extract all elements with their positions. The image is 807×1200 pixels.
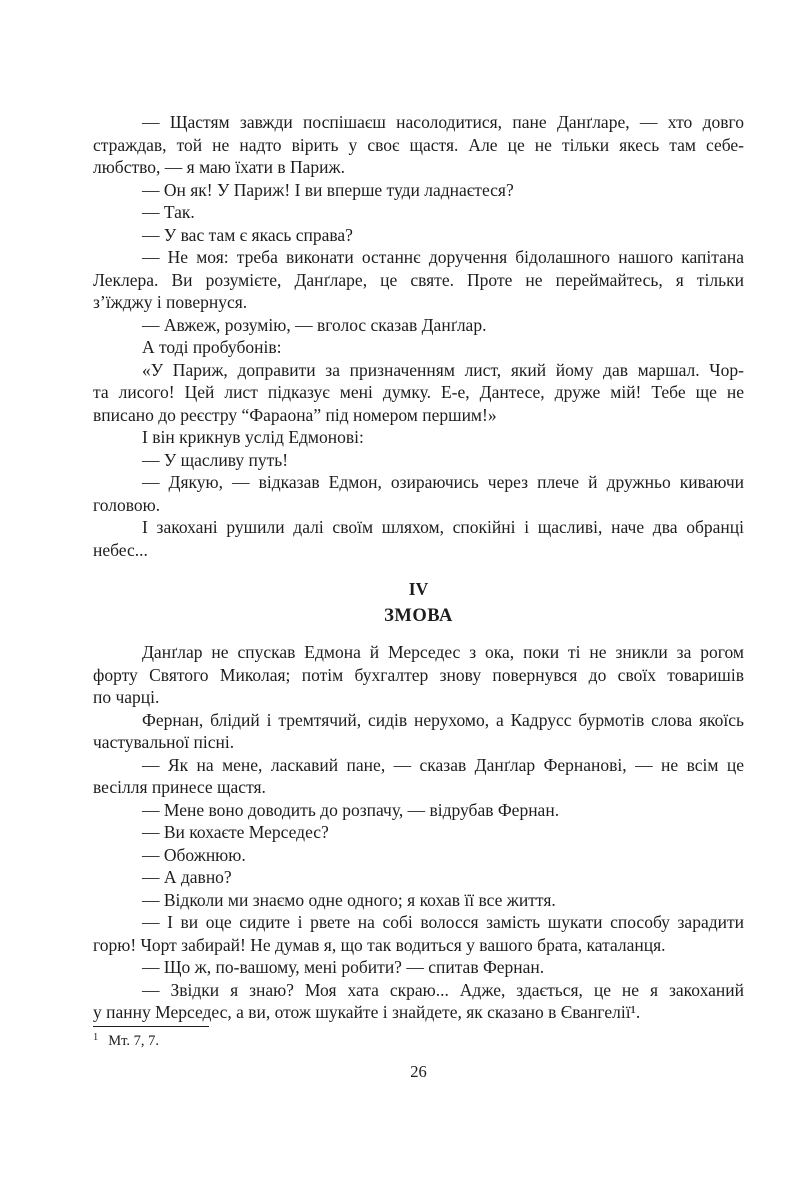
text-line: горю! Чорт забирай! Не думав я, що так водиться у вашого брата, каталанця. — [93, 934, 666, 955]
paragraph — [93, 709, 744, 754]
text-line: — А давно? — [142, 867, 232, 887]
text-line: та лисого! Цей лист підказує мені думку. Е-е, Дантесе, друже мій! Тебе ще не — [93, 382, 744, 402]
text-line: небес... — [93, 539, 148, 560]
paragraph — [93, 641, 744, 709]
text-line: — І ви оце сидите і рвете на собі волосся замість шукати способу зарадити — [142, 912, 744, 932]
paragraph — [93, 979, 744, 1024]
footnote-reference: Мт. 7, 7. — [108, 1033, 160, 1049]
text-block — [93, 111, 744, 1024]
text-line: весілля принесе щастя. — [93, 777, 266, 797]
paragraph — [93, 359, 744, 427]
paragraph — [93, 246, 744, 314]
paragraph — [93, 426, 744, 449]
paragraph — [93, 866, 744, 889]
text-line: — Дякую, — відказав Едмон, озираючись через плече й дружньо киваючи — [142, 472, 744, 492]
chapter-number: IV — [408, 579, 429, 599]
text-line: — Звідки я знаю? Моя хата скраю... Адже, здається, це не я закоханий — [142, 979, 744, 1000]
footnote-text — [93, 1032, 744, 1052]
text-line: І він крикнув услід Едмонові: — [142, 427, 364, 447]
text-line: Фернан, блідий і тремтячий, сидів нерухомо, а Кадрусс бурмотів слова якоїсь — [142, 709, 744, 730]
paragraph — [93, 336, 744, 359]
text-line: І закохані рушили далі своїм шляхом, спокійні і щасливі, наче два обранці — [142, 517, 744, 537]
footnote-rule — [93, 1026, 209, 1027]
text-line: Данґлар не спускав Едмона й Мерседес з ока, поки ті не зникли за рогом — [142, 642, 744, 662]
paragraph — [93, 844, 744, 867]
paragraph — [93, 889, 744, 912]
text-line: А тоді пробубонів: — [142, 337, 282, 357]
text-line: — Щастям завжди поспішаєш насолодитися, пане Данґларе, — хто довго — [142, 112, 744, 132]
section-after-chapter — [93, 641, 744, 1024]
paragraph — [93, 956, 744, 979]
text-line: страждав, той не надто вірить у своє щастя. Але це не тільки якесь там себе- — [93, 134, 744, 155]
chapter-heading — [93, 576, 744, 630]
text-line: — Он як! У Париж! І ви вперше туди ладнаєтеся? — [142, 179, 514, 200]
text-line: — Мене воно доводить до розпачу, — відрубав Фернан. — [142, 799, 560, 820]
text-line: — Відколи ми знаємо одне одного; я кохав її все життя. — [142, 889, 556, 910]
text-line: — Обожнюю. — [142, 844, 246, 865]
text-line: головою. — [93, 494, 161, 515]
text-line: — У вас там є якась справа? — [142, 224, 353, 245]
text-line: форту Святого Миколая; потім бухгалтер знову повернувся до своїх товаришів — [93, 664, 744, 685]
text-line: — Не моя: треба виконати останнє доручення бідолашного нашого капітана — [142, 247, 744, 267]
text-line: у панну Мерседес, а ви, отож шукайте і знайдете, як сказано в Євангелії¹. — [93, 1002, 641, 1022]
paragraph — [93, 471, 744, 516]
footnote-marker: 1 — [93, 1032, 99, 1043]
page-number: 26 — [410, 1062, 427, 1081]
text-line: Леклера. Ви розумієте, Данґларе, це святе. Проте не переймайтесь, я тільки — [93, 269, 744, 290]
text-line: любство, — я маю їхати в Париж. — [93, 157, 345, 177]
text-line: вписано до реєстру “Фараона” під номером першим!» — [93, 404, 497, 425]
paragraph — [93, 821, 744, 844]
text-line: — Ви кохаєте Мерседес? — [142, 822, 329, 842]
text-line: — Що ж, по-вашому, мені робити? — спитав Фернан. — [142, 957, 545, 977]
paragraph — [93, 911, 744, 956]
section-before-chapter — [93, 111, 744, 561]
text-line: з’їжджу і повернуся. — [93, 292, 248, 312]
text-line: по чарці. — [93, 687, 160, 707]
footnote — [93, 1026, 744, 1052]
paragraph — [93, 314, 744, 337]
chapter-title: ЗМОВА — [384, 606, 453, 626]
paragraph — [93, 449, 744, 472]
paragraph — [93, 224, 744, 247]
text-line: — Так. — [142, 202, 195, 222]
paragraph — [93, 754, 744, 799]
text-line: — Авжеж, розумію, — вголос сказав Данґлар. — [142, 314, 487, 335]
paragraph — [93, 111, 744, 179]
paragraph — [93, 179, 744, 202]
paragraph — [93, 799, 744, 822]
paragraph — [93, 516, 744, 561]
text-line: — У щасливу путь! — [142, 449, 289, 470]
text-line: «У Париж, доправити за призначенням лист, який йому дав маршал. Чор- — [142, 359, 744, 380]
paragraph — [93, 201, 744, 224]
text-line: — Як на мене, ласкавий пане, — сказав Данґлар Фернанові, — не всім це — [142, 754, 744, 775]
text-line: частувальної пісні. — [93, 732, 235, 752]
